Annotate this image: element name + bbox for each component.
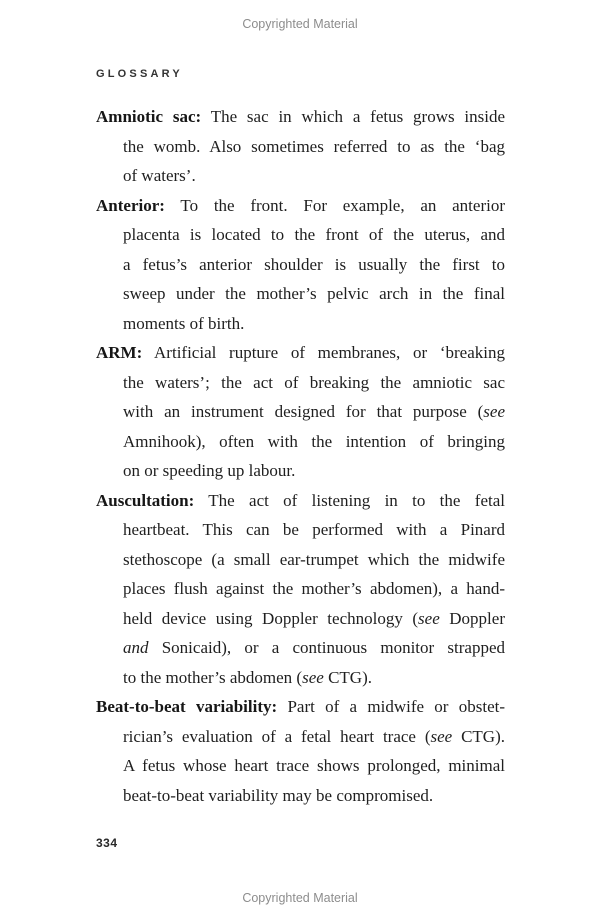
glossary-term: Beat-to-beat variability: — [96, 697, 278, 716]
cross-reference-text: and — [123, 638, 149, 657]
text-line — [96, 191, 505, 221]
definition-text: moments of birth. — [123, 313, 245, 333]
text-line — [123, 279, 505, 309]
text-line — [123, 604, 505, 634]
glossary-term: Amniotic sac: — [96, 107, 202, 126]
definition-text: beat-to-beat variability may be compromised. — [123, 785, 434, 805]
glossary-term: Anterior: — [96, 195, 165, 215]
glossary-entry — [96, 338, 505, 486]
copyright-notice-top: Copyrighted Material — [242, 17, 358, 31]
definition-text: to the mother’s abdomen ( — [123, 667, 303, 687]
text-line — [123, 515, 505, 545]
text-line — [96, 338, 505, 368]
text-line — [123, 781, 505, 811]
text-line — [123, 250, 505, 280]
text-line — [123, 161, 505, 191]
definition-text: on or speeding up labour. — [123, 461, 296, 480]
definition-text: Sonicaid), or a continuous monitor strapped — [148, 638, 505, 657]
glossary-entry — [96, 102, 505, 191]
text-line — [123, 132, 505, 162]
definition-text: placenta is located to the front of the uterus, and — [123, 225, 505, 244]
glossary-entries — [96, 102, 505, 810]
page-number: 334 — [96, 836, 118, 850]
definition-text: Amnihook), often with the intention of bringing — [123, 431, 505, 451]
glossary-entry — [96, 486, 505, 693]
running-header: GLOSSARY — [96, 68, 183, 80]
glossary-entry — [96, 191, 505, 339]
text-line — [123, 456, 505, 486]
definition-text: To the front. For example, an anterior — [164, 195, 505, 215]
text-line — [123, 751, 505, 781]
text-line — [123, 309, 505, 339]
definition-text: with an instrument designed for that purpose ( — [123, 402, 484, 421]
cross-reference-text: see — [302, 667, 324, 687]
text-line — [123, 427, 505, 457]
text-line — [123, 368, 505, 398]
cross-reference-text: see — [418, 608, 440, 628]
definition-text: a fetus’s anterior shoulder is usually the first to — [123, 254, 505, 274]
definition-text: sweep under the mother’s pelvic arch in the final — [123, 284, 505, 303]
definition-text: Doppler — [439, 608, 505, 628]
text-line — [123, 633, 505, 663]
definition-text: held device using Doppler technology ( — [123, 608, 419, 628]
text-line — [123, 545, 505, 575]
text-line — [96, 692, 505, 722]
text-line — [123, 220, 505, 250]
definition-text: places flush against the mother’s abdomen), a hand- — [123, 579, 505, 598]
definition-text: The act of listening in to the fetal — [194, 490, 505, 510]
copyright-notice-bottom: Copyrighted Material — [242, 891, 358, 905]
definition-text: Part of a midwife or obstet- — [277, 697, 505, 716]
glossary-entry — [96, 692, 505, 810]
definition-text: rician’s evaluation of a fetal heart trace ( — [123, 726, 431, 746]
definition-text: Artificial rupture of membranes, or ‘breaking — [142, 343, 505, 362]
cross-reference-text: see — [430, 726, 453, 746]
text-line — [123, 663, 505, 693]
text-line — [123, 574, 505, 604]
glossary-term: Auscultation: — [96, 490, 195, 510]
definition-text: CTG). — [323, 667, 372, 687]
definition-text: heartbeat. This can be performed with a Pinard — [123, 520, 505, 539]
definition-text: CTG). — [452, 726, 505, 746]
definition-text: A fetus whose heart trace shows prolonged, minimal — [123, 756, 505, 775]
text-line — [123, 722, 505, 752]
text-line — [96, 486, 505, 516]
definition-text: The sac in which a fetus grows inside — [201, 107, 505, 126]
definition-text: the waters’; the act of breaking the amniotic sac — [123, 372, 505, 392]
text-line — [96, 102, 505, 132]
definition-text: of waters’. — [123, 166, 196, 185]
cross-reference-text: see — [483, 402, 505, 421]
text-line — [123, 397, 505, 427]
definition-text: the womb. Also sometimes referred to as the ‘bag — [123, 136, 505, 156]
definition-text: stethoscope (a small ear-trumpet which the midwife — [123, 549, 505, 569]
glossary-term: ARM: — [96, 343, 143, 362]
